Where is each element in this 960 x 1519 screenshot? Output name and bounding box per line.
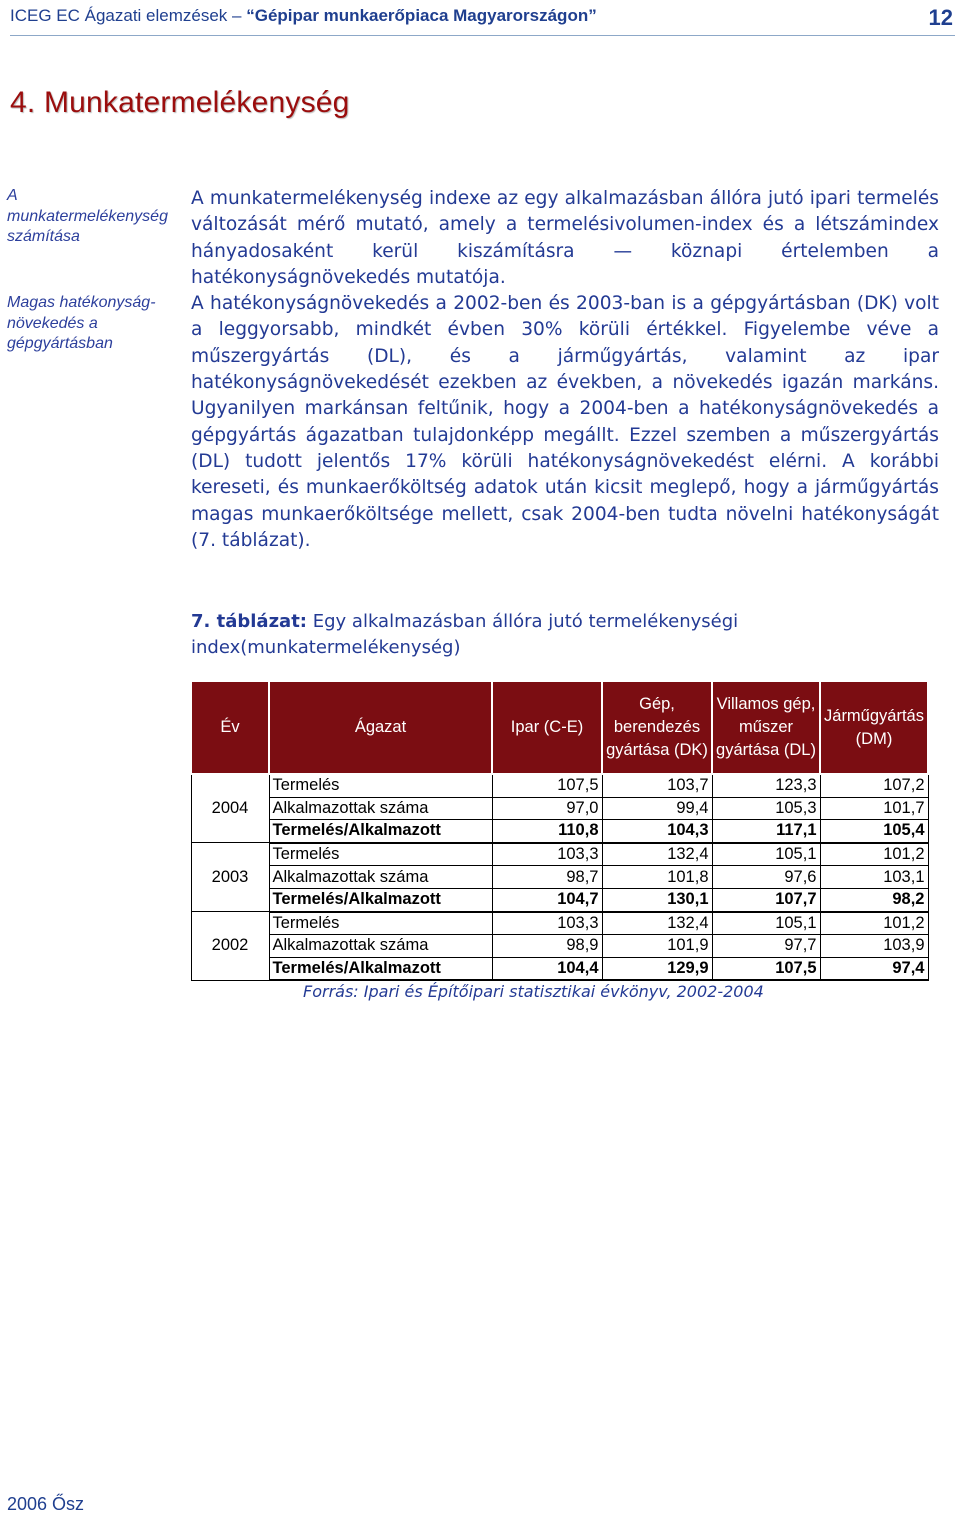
row-label: Alkalmazottak száma [269,797,492,820]
page-number: 12 [928,5,953,30]
value-cell: 105,1 [712,912,820,935]
value-cell: 107,2 [820,774,928,797]
value-cell: 105,3 [712,797,820,820]
chapter-title: 4. Munkatermelékenység [10,86,350,119]
value-cell: 117,1 [712,820,820,843]
value-cell: 101,2 [820,843,928,866]
year-cell: 2004 [191,774,269,843]
header-industry: Ipar (C-E) [492,681,602,774]
row-label: Termelés [269,843,492,866]
paragraph-definition: A munkatermelékenység indexe az egy alkalmazásban állóra jutó ipari termelés változását mérő mutató, amely a termelésivolumen-index és a létszámindex hányadosaként kerül kiszámításra — köznapi értelemben a hatékonyságnövekedés mutatója. [191,188,939,288]
row-label: Alkalmazottak száma [269,866,492,889]
value-cell: 104,3 [602,820,712,843]
value-cell: 103,1 [820,866,928,889]
page-footer: 2006 Ősz [7,1494,85,1514]
value-cell: 99,4 [602,797,712,820]
value-cell: 101,7 [820,797,928,820]
table-caption-text: Egy alkalmazásban állóra jutó termelékenységi index(munkatermelékenység) [191,611,739,658]
value-cell: 104,4 [492,957,602,980]
table-caption-label: 7. táblázat: [191,611,308,632]
value-cell: 132,4 [602,912,712,935]
header-dk: Gép, berendezés gyártása (DK) [602,681,712,774]
table-row [191,888,928,911]
header-year: Év [191,681,269,774]
row-label: Termelés [269,912,492,935]
value-cell: 97,4 [820,957,928,980]
row-label: Termelés [269,774,492,797]
row-label: Termelés/Alkalmazott [269,888,492,911]
value-cell: 105,4 [820,820,928,843]
table-row [191,820,928,843]
value-cell: 130,1 [602,888,712,911]
main-text [191,186,939,554]
value-cell: 104,7 [492,888,602,911]
table-row [191,866,928,889]
page-header [10,3,955,36]
header-title [10,6,597,26]
table-row [191,957,928,980]
productivity-table [190,680,929,981]
row-label: Termelés/Alkalmazott [269,957,492,980]
value-cell: 123,3 [712,774,820,797]
row-label: Alkalmazottak száma [269,935,492,958]
value-cell: 103,3 [492,912,602,935]
side-note-calculation: A munkatermelékenység számítása [7,187,168,245]
table-row [191,912,928,935]
value-cell: 103,9 [820,935,928,958]
value-cell: 107,5 [492,774,602,797]
table-row [191,843,928,866]
value-cell: 97,7 [712,935,820,958]
header-prefix: ICEG EC Ágazati elemzések – [10,6,247,25]
value-cell: 110,8 [492,820,602,843]
year-cell: 2003 [191,843,269,912]
header-dl: Villamos gép, műszer gyártása (DL) [712,681,820,774]
row-label: Termelés/Alkalmazott [269,820,492,843]
header-sector: Ágazat [269,681,492,774]
paragraph-analysis: A hatékonyságnövekedés a 2002-ben és 2003-ban is a gépgyártásban (DK) volt a leggyorsabb, mindkét évben 30% körüli értékkel. Figyelembe véve a műszergyártás (DL), és a járműgyártás, valamint az ipar hatékonyságnövekedését ezekben az években, a növekedés igazán markáns. Ugyanilyen markánsan feltűnik, hogy a 2004-ben a hatékonyságnövekedés a gépgyártás ágazatban tulajdonképp megállt. Ezzel szemben a műszergyártás (DL) tudott jelentős 17% körüli hatékonyságnövekedést elérni. A korábbi kereseti, és munkaerőköltség adatok után kicsit meglepő, hogy a járműgyártás magas munkaerőköltsége mellett, csak 2004-ben tudta növelni hatékonyságát (7. táblázat). [191,293,939,551]
header-dm: Járműgyártás (DM) [820,681,928,774]
side-note-growth: Magas hatékonyság-növekedés a gépgyártásban [7,294,156,352]
value-cell: 97,6 [712,866,820,889]
value-cell: 101,8 [602,866,712,889]
value-cell: 98,7 [492,866,602,889]
value-cell: 98,2 [820,888,928,911]
value-cell: 103,7 [602,774,712,797]
table-caption [191,609,911,661]
value-cell: 132,4 [602,843,712,866]
table-row [191,797,928,820]
value-cell: 97,0 [492,797,602,820]
table-row [191,935,928,958]
value-cell: 101,2 [820,912,928,935]
value-cell: 101,9 [602,935,712,958]
table-row [191,774,928,797]
table-source: Forrás: Ipari és Építőipari statisztikai évkönyv, 2002-2004 [303,982,764,1001]
year-cell: 2002 [191,912,269,981]
value-cell: 129,9 [602,957,712,980]
table-header-row [191,681,928,774]
value-cell: 98,9 [492,935,602,958]
header-document-title: “Gépipar munkaerőpiaca Magyarországon” [246,6,597,25]
value-cell: 103,3 [492,843,602,866]
value-cell: 107,7 [712,888,820,911]
value-cell: 105,1 [712,843,820,866]
value-cell: 107,5 [712,957,820,980]
